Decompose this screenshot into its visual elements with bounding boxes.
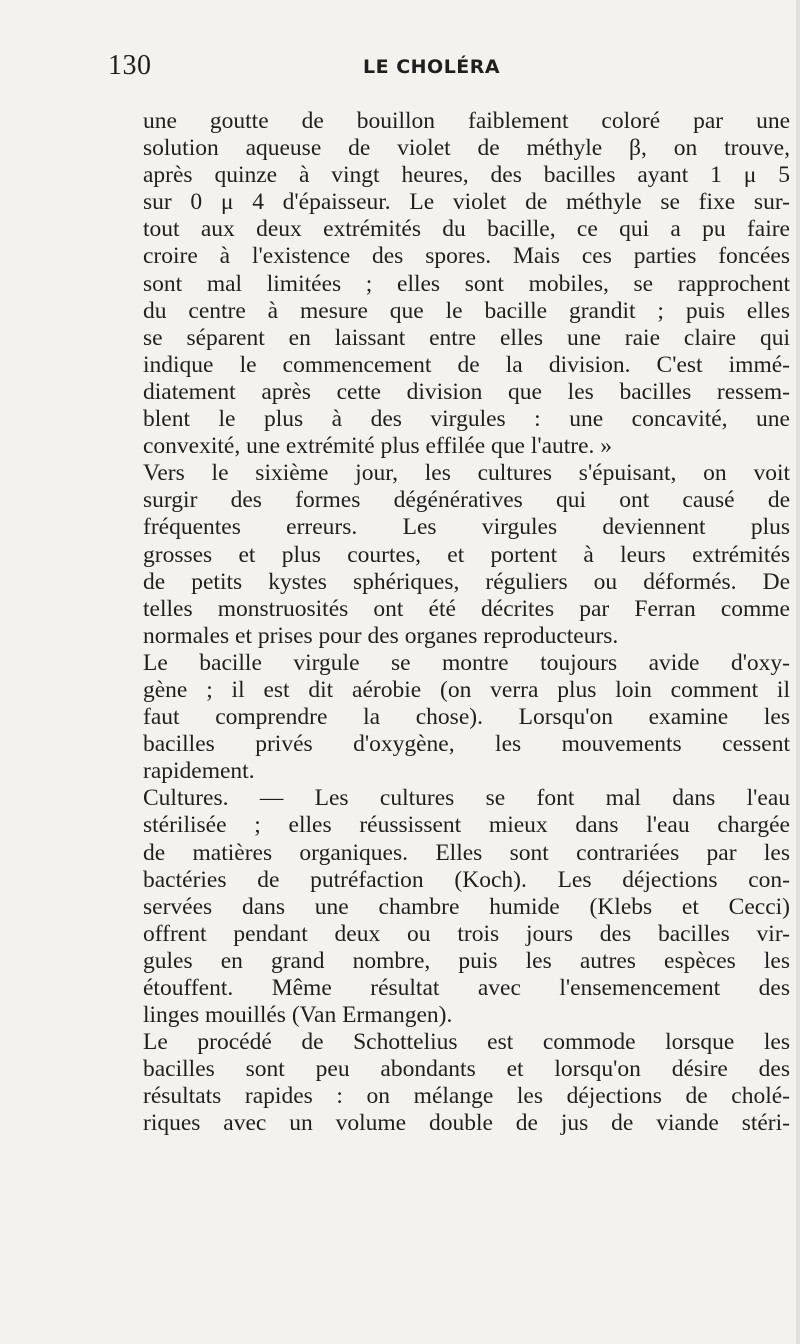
text-line: tout aux deux extrémités du bacille, ce qui a pu faire <box>143 216 790 243</box>
text-line: convexité, une extrémité plus effilée que l'autre. » <box>143 433 613 460</box>
text-line: sont mal limitées ; elles sont mobiles, se rapprochent <box>143 270 790 297</box>
text-line: linges mouillés (Van Ermangen). <box>143 1002 453 1029</box>
text-line: sur 0 μ 4 d'épaisseur. Le violet de méthyle se fixe sur- <box>143 189 790 216</box>
text-line: une goutte de bouillon faiblement coloré par une <box>143 108 790 134</box>
text-line: gules en grand nombre, puis les autres espèces les <box>143 947 790 974</box>
text-line: indique le commencement de la division. C'est immé- <box>143 351 790 378</box>
body-text <box>143 108 790 1138</box>
text-line: après quinze à vingt heures, des bacilles ayant 1 μ 5 <box>143 162 790 189</box>
text-line: bacilles sont peu abondants et lorsqu'on désire des <box>143 1056 790 1083</box>
text-line: bacilles privés d'oxygène, les mouvements cessent <box>143 731 790 758</box>
text-line: résultats rapides : on mélange les déjections de cholé- <box>143 1083 790 1110</box>
text-line: solution aqueuse de violet de méthyle β, on trouve, <box>143 135 790 162</box>
text-line: bactéries de putréfaction (Koch). Les déjections con- <box>143 866 790 893</box>
text-line: fréquentes erreurs. Les virgules deviennent plus <box>143 514 790 541</box>
text-line: Le procédé de Schottelius est commode lorsque les <box>143 1029 790 1056</box>
text-line: servées dans une chambre humide (Klebs et Cecci) <box>143 893 790 920</box>
text-line: se séparent en laissant entre elles une raie claire qui <box>143 324 790 351</box>
page-header <box>108 50 708 90</box>
text-line: Cultures. — Les cultures se font mal dans l'eau <box>143 785 790 812</box>
text-line: diatement après cette division que les bacilles ressem- <box>143 378 790 405</box>
text-line: rapidement. <box>143 758 255 785</box>
text-line: Vers le sixième jour, les cultures s'épuisant, on voit <box>143 460 790 487</box>
page-edge <box>796 0 800 1344</box>
text-line: du centre à mesure que le bacille grandit ; puis elles <box>143 297 790 324</box>
text-line: normales et prises pour des organes reproducteurs. <box>143 622 619 649</box>
text-line: de matières organiques. Elles sont contrariées par les <box>143 839 790 866</box>
text-line: Le bacille virgule se montre toujours avide d'oxy- <box>143 649 790 676</box>
text-line: étouffent. Même résultat avec l'ensemencement des <box>143 975 790 1001</box>
text-line: stérilisée ; elles réussissent mieux dans l'eau chargée <box>143 812 790 839</box>
text-line: telles monstruosités ont été décrites par Ferran comme <box>143 595 790 622</box>
text-line: riques avec un volume double de jus de viande stéri- <box>143 1110 790 1137</box>
running-title: LE CHOLÉRA <box>363 56 501 78</box>
text-line: gène ; il est dit aérobie (on verra plus loin comment il <box>143 676 790 703</box>
text-line: de petits kystes sphériques, réguliers ou déformés. De <box>143 568 790 595</box>
text-line: grosses et plus courtes, et portent à leurs extrémités <box>143 541 790 568</box>
text-line: surgir des formes dégénératives qui ont causé de <box>143 487 790 514</box>
page-number: 130 <box>108 50 152 81</box>
text-line: offrent pendant deux ou trois jours des bacilles vir- <box>143 920 790 947</box>
text-line: faut comprendre la chose). Lorsqu'on examine les <box>143 704 790 731</box>
text-line: blent le plus à des virgules : une concavité, une <box>143 406 790 433</box>
text-line: croire à l'existence des spores. Mais ces parties foncées <box>143 243 790 270</box>
